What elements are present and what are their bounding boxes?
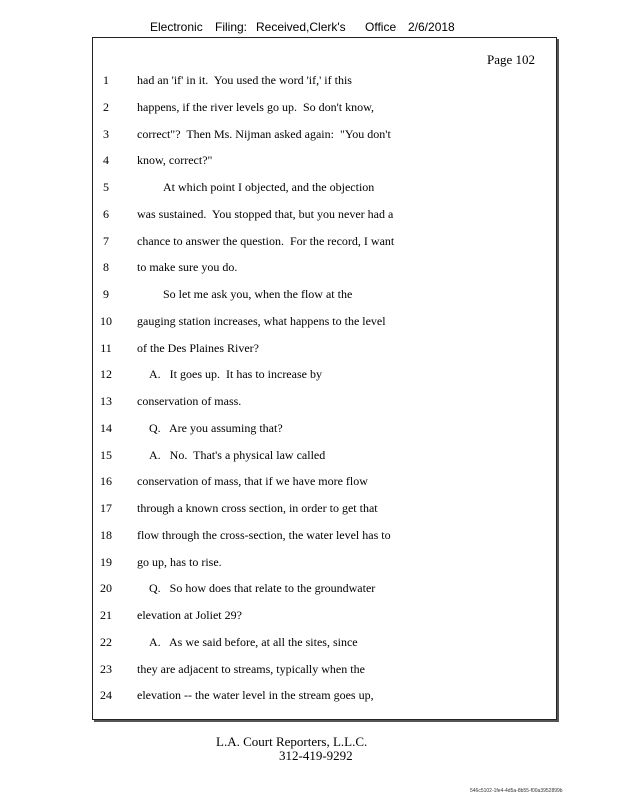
efiling-office: Office — [365, 20, 397, 34]
line-number: 21 — [100, 608, 112, 622]
line-number: 14 — [100, 420, 112, 435]
transcript-line — [0, 448, 618, 468]
line-text: A. No. That's a physical law called — [149, 447, 326, 462]
transcript-line — [0, 688, 618, 708]
transcript-line — [0, 287, 618, 307]
line-text: correct"? Then Ms. Nijman asked again: "You don't — [137, 126, 391, 141]
transcript-line — [0, 528, 618, 548]
line-number: 13 — [100, 394, 112, 408]
line-number: 11 — [100, 340, 112, 355]
line-number: 5 — [103, 180, 109, 194]
transcript-line — [0, 73, 618, 93]
line-number: 15 — [100, 447, 112, 462]
line-text: gauging station increases, what happens to the level — [137, 313, 386, 328]
line-number: 1 — [103, 73, 109, 87]
line-text: had an 'if' in it. You used the word 'if,' if this — [137, 73, 352, 87]
reporter-company: L.A. Court Reporters, L.L.C. — [216, 734, 368, 749]
line-number: 10 — [100, 313, 112, 328]
line-number: 12 — [100, 367, 112, 382]
page-number: Page 102 — [487, 52, 536, 67]
line-text: of the Des Plaines River? — [137, 340, 259, 355]
line-number: 3 — [103, 126, 109, 141]
line-text: conservation of mass, that if we have more flow — [137, 474, 368, 489]
line-number: 2 — [103, 99, 109, 114]
line-number: 4 — [103, 153, 109, 168]
line-number: 9 — [103, 287, 109, 301]
reporter-phone: 312-419-9292 — [279, 748, 353, 763]
line-number: 22 — [100, 634, 112, 649]
transcript-line — [0, 474, 618, 494]
line-number: 19 — [100, 554, 112, 569]
line-number: 8 — [103, 260, 109, 275]
transcript-line — [0, 581, 618, 601]
transcript-line — [0, 421, 618, 441]
transcript-line — [0, 394, 618, 414]
line-number: 24 — [100, 688, 112, 703]
transcript-line — [0, 314, 618, 334]
efiling-electronic: Electronic — [150, 20, 203, 34]
line-text: happens, if the river levels go up. So don't know, — [137, 99, 375, 114]
line-text: conservation of mass. — [137, 394, 242, 408]
line-text: through a known cross section, in order to get that — [137, 501, 378, 515]
line-number: 16 — [100, 474, 112, 489]
line-number: 23 — [100, 661, 112, 676]
line-number: 6 — [103, 206, 109, 221]
line-text: know, correct?" — [137, 153, 213, 168]
efiling-date: 2/6/2018 — [408, 20, 455, 34]
line-number: 20 — [100, 581, 112, 596]
line-text: Q. Are you assuming that? — [149, 420, 283, 435]
line-text: A. It goes up. It has to increase by — [149, 367, 322, 382]
line-text: At which point I objected, and the objection — [163, 180, 375, 194]
transcript-line — [0, 367, 618, 387]
line-text: they are adjacent to streams, typically when the — [137, 661, 365, 676]
transcript-line — [0, 234, 618, 254]
line-text: chance to answer the question. For the record, I want — [137, 233, 395, 248]
transcript-line — [0, 608, 618, 628]
line-text: elevation -- the water level in the stream goes up, — [137, 688, 374, 703]
document-hash: 546c5102-1fe4-4d5a-8b55-f00a3952899b — [470, 788, 563, 794]
line-number: 7 — [103, 233, 109, 248]
transcript-line — [0, 100, 618, 120]
transcript-line — [0, 555, 618, 575]
transcript-line — [0, 662, 618, 682]
line-text: So let me ask you, when the flow at the — [163, 287, 353, 301]
efiling-filing: Filing: — [215, 20, 248, 34]
line-number: 18 — [100, 527, 112, 542]
line-text: Q. So how does that relate to the groundwater — [149, 581, 376, 596]
transcript-line — [0, 501, 618, 521]
transcript-line — [0, 207, 618, 227]
transcript-line — [0, 180, 618, 200]
transcript-line — [0, 341, 618, 361]
line-text: flow through the cross-section, the water level has to — [137, 527, 391, 542]
line-text: was sustained. You stopped that, but you never had a — [137, 206, 394, 221]
transcript-line — [0, 153, 618, 173]
line-text: A. As we said before, at all the sites, since — [149, 634, 358, 649]
transcript-line — [0, 635, 618, 655]
line-number: 17 — [100, 501, 112, 515]
transcript-line — [0, 260, 618, 280]
transcript-line — [0, 127, 618, 147]
line-text: elevation at Joliet 29? — [137, 608, 242, 622]
line-text: to make sure you do. — [137, 260, 238, 275]
efiling-received: Received,Clerk's — [256, 20, 346, 34]
line-text: go up, has to rise. — [137, 554, 222, 569]
